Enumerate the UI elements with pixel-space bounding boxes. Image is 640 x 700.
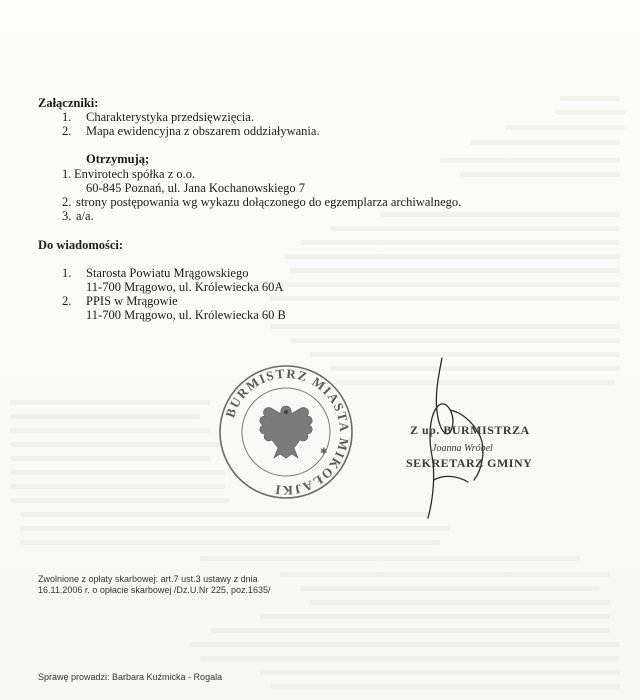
bleed-line: [300, 586, 600, 591]
for-info-item-1-num: 1.: [62, 266, 72, 280]
bleed-line: [285, 254, 620, 259]
recipient-item-2: strony postępowania wg wykazu dołączonego do egzemplarza archiwalnego.: [76, 195, 462, 209]
recipient-item-3-num: 3.: [62, 209, 72, 223]
bleed-line: [260, 614, 610, 619]
attachments-heading: Załączniki:: [38, 96, 99, 110]
bleed-line: [470, 140, 620, 145]
attachment-item-2: Mapa ewidencyjna z obszarem oddziaływania.: [86, 124, 320, 138]
recipient-item-3: a/a.: [76, 209, 94, 223]
bleed-line: [555, 110, 625, 115]
bleed-line: [10, 498, 230, 503]
recipient-item-2-num: 2.: [62, 195, 72, 209]
recipient-item-1-address: 60-845 Poznań, ul. Jana Kochanowskiego 7: [86, 181, 306, 195]
for-info-item-2: PPIS w Mrągowie: [86, 294, 178, 308]
bleed-line: [10, 456, 210, 461]
recipient-item-1-num: 1.: [62, 167, 72, 181]
bleed-line: [330, 226, 620, 231]
prepared-by: Sprawę prowadzi: Barbara Kuźmicka - Rogala: [38, 672, 223, 682]
bleed-line: [10, 400, 210, 405]
signature-block-line2: SEKRETARZ GMINY: [406, 456, 533, 470]
attachment-item-1-num: 1.: [62, 110, 72, 124]
official-seal-stamp: [216, 362, 356, 502]
bleed-line: [10, 442, 220, 447]
bleed-line: [10, 428, 210, 433]
for-info-item-2-address: 11-700 Mrągowo, ul. Królewiecka 60 B: [86, 308, 286, 322]
bleed-line: [200, 556, 580, 561]
bleed-line: [275, 282, 620, 287]
bleed-line: [210, 628, 610, 633]
attachment-item-2-num: 2.: [62, 124, 72, 138]
bleed-line: [300, 240, 620, 245]
signature-block-line1: Z up. BURMISTRZA: [410, 423, 530, 437]
bleed-line: [10, 470, 225, 475]
bleed-line: [460, 172, 620, 177]
bleed-line: [380, 212, 620, 217]
bleed-line: [270, 684, 620, 689]
bleed-line: [290, 268, 620, 273]
bleed-line: [20, 540, 440, 545]
bleed-line: [20, 512, 430, 517]
for-info-item-2-num: 2.: [62, 294, 72, 308]
bleed-line: [560, 96, 620, 101]
bleed-line: [270, 296, 620, 301]
fee-exemption-line1: Zwolnione z opłaty skarbowej: art.7 ust.3 ustawy z dnia: [38, 574, 258, 584]
bleed-line: [260, 670, 620, 675]
bleed-line: [310, 600, 610, 605]
for-info-item-1: Starosta Powiatu Mrągowskiego: [86, 266, 249, 280]
for-info-heading: Do wiadomości:: [38, 238, 124, 252]
bleed-line: [505, 125, 625, 130]
fee-exemption-line2: 16.11.2006 r. o opłacie skarbowej /Dz.U.Nr 225, poz.1635/: [38, 585, 271, 595]
handwritten-signature: [380, 350, 570, 530]
recipient-item-1: Envirotech spółka z o.o.: [74, 167, 196, 181]
bleed-line: [190, 642, 620, 647]
bleed-line: [290, 338, 620, 343]
bleed-line: [200, 656, 620, 661]
attachment-item-1: Charakterystyka przedsięwzięcia.: [86, 110, 254, 124]
bleed-line: [10, 484, 225, 489]
recipients-heading: Otrzymują;: [86, 152, 150, 166]
signature-name: Joanna Wróbel: [432, 443, 493, 454]
bleed-line: [10, 414, 200, 419]
svg-text:BURMISTRZ MIASTA MIKOŁAJKI: BURMISTRZ MIASTA MIKOŁAJKI: [222, 365, 353, 499]
bleed-line: [270, 324, 620, 329]
bleed-line: [280, 572, 610, 577]
for-info-item-1-address: 11-700 Mrągowo, ul. Królewiecka 60A: [86, 280, 284, 294]
bleed-line: [440, 158, 620, 163]
svg-text:✱: ✱: [320, 446, 328, 456]
